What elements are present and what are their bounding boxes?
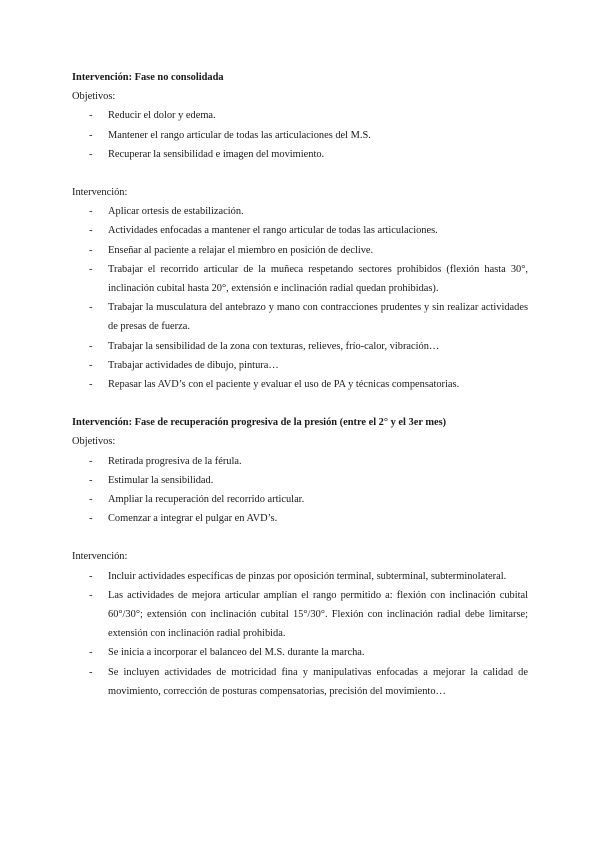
list-item: - Trabajar el recorrido articular de la muñeca respetando sectores prohibidos (flexión hasta 30°, inclinación cubital hasta 20°, extensión e inclinación radial quedan prohibidas). xyxy=(72,260,528,298)
section-2-intervention-label: Intervención: xyxy=(72,551,128,563)
section-1-heading: Intervención: Fase no consolidada xyxy=(72,72,224,83)
dash-bullet: - xyxy=(89,244,93,256)
list-item: - Comenzar a integrar el pulgar en AVD’s. xyxy=(72,509,528,528)
document-body xyxy=(72,68,528,701)
dash-bullet: - xyxy=(89,225,93,237)
dash-bullet: - xyxy=(89,148,93,160)
section-2-objectives-label: Objetivos: xyxy=(72,436,116,448)
dash-bullet: - xyxy=(89,302,93,314)
list-item: - Ampliar la recuperación del recorrido articular. xyxy=(72,490,528,509)
dash-bullet: - xyxy=(89,206,93,218)
list-item: - Retirada progresiva de la férula. xyxy=(72,452,528,471)
list-item: - Trabajar la sensibilidad de la zona con texturas, relieves, frío-calor, vibración… xyxy=(72,337,528,356)
list-item: - Se inicia a incorporar el balanceo del M.S. durante la marcha. xyxy=(72,643,528,662)
list-item: - Trabajar la musculatura del antebrazo y mano con contracciones prudentes y sin realizar actividades de presas de fuerza. xyxy=(72,298,528,336)
dash-bullet: - xyxy=(89,474,93,486)
list-item: - Las actividades de mejora articular amplían el rango permitido a: flexión con inclinación cubital 60°/30°; extensión con inclinación cubital 15°/30°. Flexión con inclinación radial debe limitarse; extensión con inclinación radial prohibida. xyxy=(72,586,528,644)
list-item: - Aplicar ortesis de estabilización. xyxy=(72,202,528,221)
list-item: - Enseñar al paciente a relajar el miembro en posición de declive. xyxy=(72,241,528,260)
dash-bullet: - xyxy=(89,666,93,678)
list-item: - Trabajar actividades de dibujo, pintura… xyxy=(72,356,528,375)
dash-bullet: - xyxy=(89,647,93,659)
section-1-objectives-label: Objetivos: xyxy=(72,91,116,103)
section-1-objectives-list xyxy=(72,106,528,164)
dash-bullet: - xyxy=(89,359,93,371)
list-item: - Estimular la sensibilidad. xyxy=(72,471,528,490)
dash-bullet: - xyxy=(89,494,93,506)
section-1-intervention-label: Intervención: xyxy=(72,187,128,199)
dash-bullet: - xyxy=(89,513,93,525)
dash-bullet: - xyxy=(89,129,93,141)
list-item: - Repasar las AVD’s con el paciente y evaluar el uso de PA y técnicas compensatorias. xyxy=(72,375,528,394)
dash-bullet: - xyxy=(89,570,93,582)
section-2-heading: Intervención: Fase de recuperación progresiva de la presión (entre el 2° y el 3er mes) xyxy=(72,417,447,429)
dash-bullet: - xyxy=(89,110,93,122)
section-2-objectives-list xyxy=(72,452,528,529)
list-item: - Reducir el dolor y edema. xyxy=(72,106,528,125)
section-1-intervention-list xyxy=(72,202,528,394)
dash-bullet: - xyxy=(89,340,93,352)
dash-bullet: - xyxy=(89,263,93,275)
list-item: - Mantener el rango articular de todas las articulaciones del M.S. xyxy=(72,126,528,145)
dash-bullet: - xyxy=(89,589,93,601)
dash-bullet: - xyxy=(89,379,93,391)
list-item: - Actividades enfocadas a mantener el rango articular de todas las articulaciones. xyxy=(72,221,528,240)
list-item: - Incluir actividades específicas de pinzas por oposición terminal, subterminal, subterminolateral. xyxy=(72,567,528,586)
list-item: - Se incluyen actividades de motricidad fina y manipulativas enfocadas a mejorar la calidad de movimiento, corrección de posturas compensatorias, precisión del movimiento… xyxy=(72,663,528,701)
section-2-intervention-list xyxy=(72,567,528,701)
list-item: - Recuperar la sensibilidad e imagen del movimiento. xyxy=(72,145,528,164)
dash-bullet: - xyxy=(89,455,93,467)
